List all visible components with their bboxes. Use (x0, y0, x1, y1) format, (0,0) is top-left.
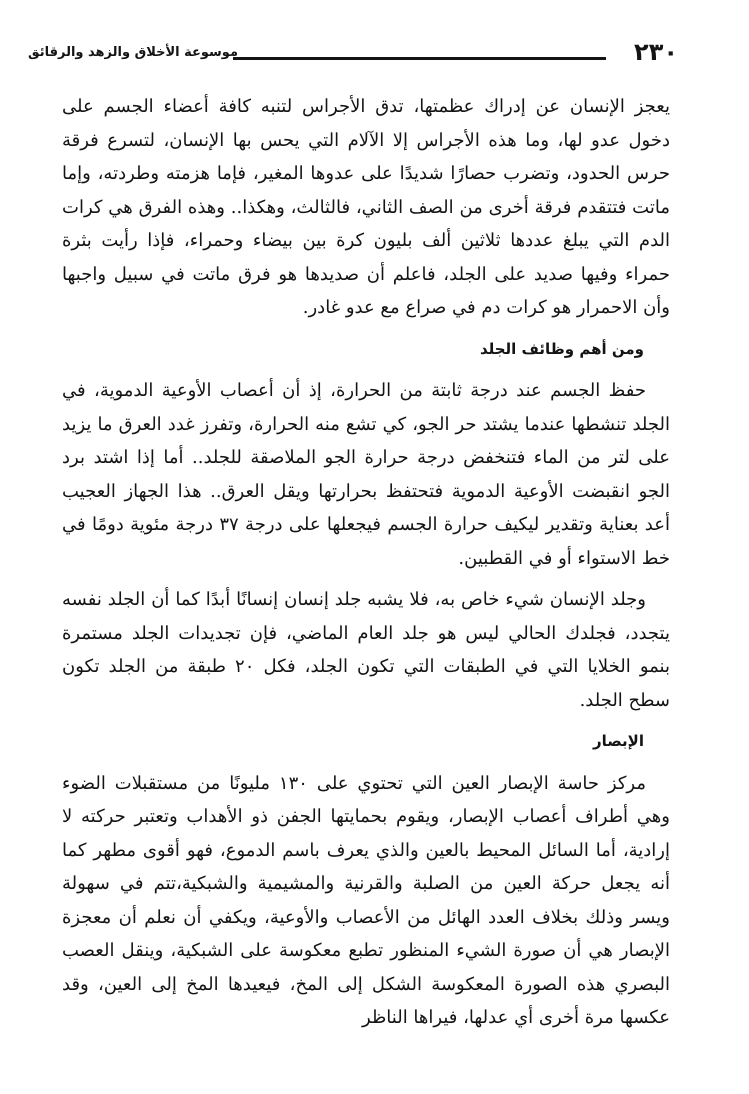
heading-vision: الإبصار (593, 732, 644, 750)
book-title: موسوعة الأخلاق والزهد والرقائق (28, 45, 238, 60)
paragraph-skin-renewal: وجلد الإنسان شيء خاص به، فلا يشبه جلد إنسان إنسانًا أبدًا كما أن الجلد نفسه يتجدد، فجلدك الحالي ليس هو جلد العام الماضي، فإن تجديدات الجلد مستمرة بنمو الخلايا التي في الطبقات التي تكون الجلد، فكل ٢٠ طبقة من الجلد تكون سطح الجلد. (62, 589, 670, 711)
page-body (62, 90, 670, 1035)
page-header (28, 38, 678, 68)
paragraph-blood-cells: يعجز الإنسان عن إدراك عظمتها، تدق الأجراس لتنبه كافة أعضاء الجسم على دخول عدو لها، وما هذه الأجراس إلا الآلام التي يحس بها الإنسان، لتسرع فرقة حرس الحدود، وتضرب حصارًا شديدًا على عدوها المغير، فإما هزمته وطردته، وإما ماتت فتتقدم فرقة أخرى من الصف الثاني، فالثالث، وهكذا.. وهذه الفرق هي كرات الدم التي يبلغ عددها ثلاثين ألف بليون كرة بين بيضاء وحمراء، فإذا رأيت بثرة حمراء وفيها صديد على الجلد، فاعلم أن صديدها هو فرق ماتت في سبيل واجبها وأن الاحمرار هو كرات دم في صراع مع عدو غادر. (62, 96, 670, 318)
paragraph-vision: مركز حاسة الإبصار العين التي تحتوي على ١٣٠ مليونًا من مستقبلات الضوء وهي أطراف أعصاب الإبصار، ويقوم بحمايتها الجفن ذو الأهداب وتعتبر حركته لا إرادية، أما السائل المحيط بالعين والذي يعرف باسم الدموع، فهو أقوى مطهر كما أنه يجعل حركة العين من الصلبة والقرنية والمشيمية والشبكية،تتم في سهولة ويسر وذلك بخلاف العدد الهائل من الأعصاب والأوعية، ويكفي أن نعلم أن معجزة الإبصار هي أن صورة الشيء المنظور تطبع معكوسة على الشبكية، وينقل العصب البصري هذه الصورة المعكوسة الشكل إلى المخ، فيعيدها المخ إلى العين، وقد عكسها مرة أخرى أي عدلها، فيراها الناظر (62, 772, 670, 1028)
heading-skin-functions: ومن أهم وظائف الجلد (479, 339, 644, 358)
header-rule (233, 57, 606, 60)
page-number: ٢٣٠ (634, 38, 678, 66)
paragraph-body-temperature: حفظ الجسم عند درجة ثابتة من الحرارة، إذ أن أعصاب الأوعية الدموية، في الجلد تنشطها عندما يشتد حر الجو، كي تشع منه الحرارة، وتفرز غدد العرق ما يزيد على لتر من الماء فتنخفض درجة حرارة الجو الملاصقة للجلد.. أما إذا اشتد برد الجو انقبضت الأوعية الدموية فتحتفظ بحرارتها ويقل العرق.. هذا الجهاز العجيب أعد بعناية وتقدير ليكيف حرارة الجسم فيجعلها على درجة ٣٧ درجة مئوية دومًا في خط الاستواء أو في القطبين. (62, 380, 670, 569)
